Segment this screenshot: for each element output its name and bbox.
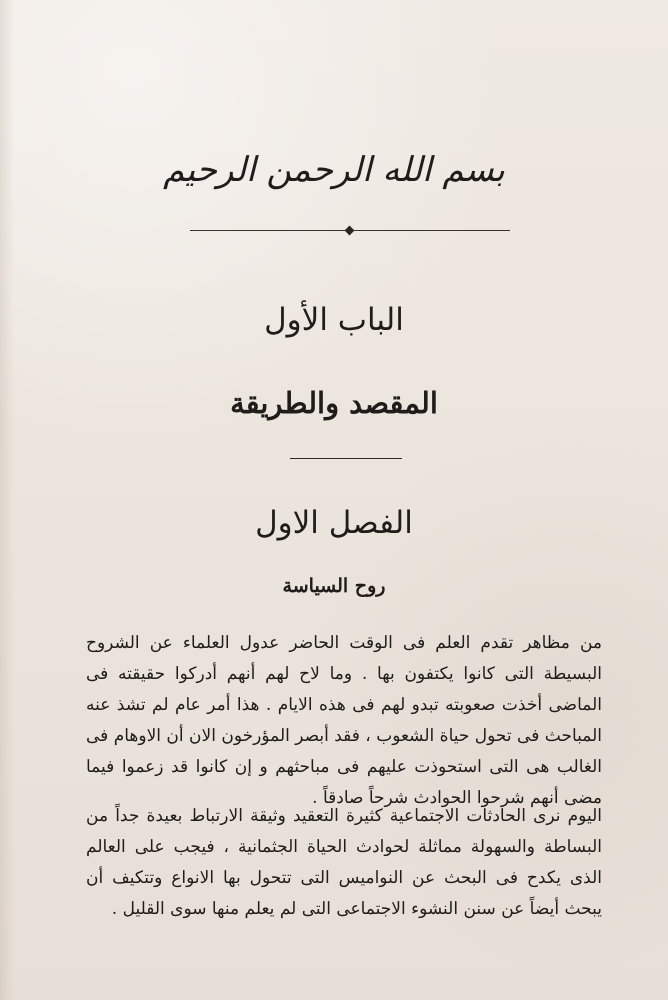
basmala-heading: بسم الله الرحمن الرحيم [163,150,505,190]
ornament-diamond-icon [345,226,355,236]
subsection-title: روح السياسة [282,575,386,597]
section-title: الفصل الاول [255,505,413,541]
chapter-title: الباب الأول [264,302,404,338]
subject-title: المقصد والطريقة [230,386,438,420]
ornamental-divider [190,226,510,236]
section-divider-line [290,458,402,459]
body-paragraph-1: من مظاهر تقدم العلم فى الوقت الحاضر عدول العلماء عن الشروح البسيطة التى كانوا يكتفون بها . وما لاح لهم أنهم أدركوا حقيقته فى الماضى أخذت صعوبته تبدو لهم فى هذه الايام . هذا أمر عام لم تشذ عنه المباحث فى تحول حياة الشعوب ، فقد أبصر المؤرخون الان أن الاوهام فى الغالب هى التى استحوذت عليهم فى مباحثهم و إن كانوا قد زعموا فيما مضى أنهم شرحوا الحوادث شرحاً صادقاً . [86,633,602,808]
body-paragraph-2: اليوم نرى الحادثات الاجتماعية كثيرة التعقيد وثيقة الارتباط بعيدة جداً من البساطة والسهولة مماثلة لحوادث الحياة الجثمانية ، فيجب على العالم الذى يكدح فى البحث عن النواميس التى تتحول بها الانواع وتتكيف أن يبحث أيضاً عن سنن النشوء الاجتماعى التى لم يعلم منها سوى القليل . [86,806,602,919]
